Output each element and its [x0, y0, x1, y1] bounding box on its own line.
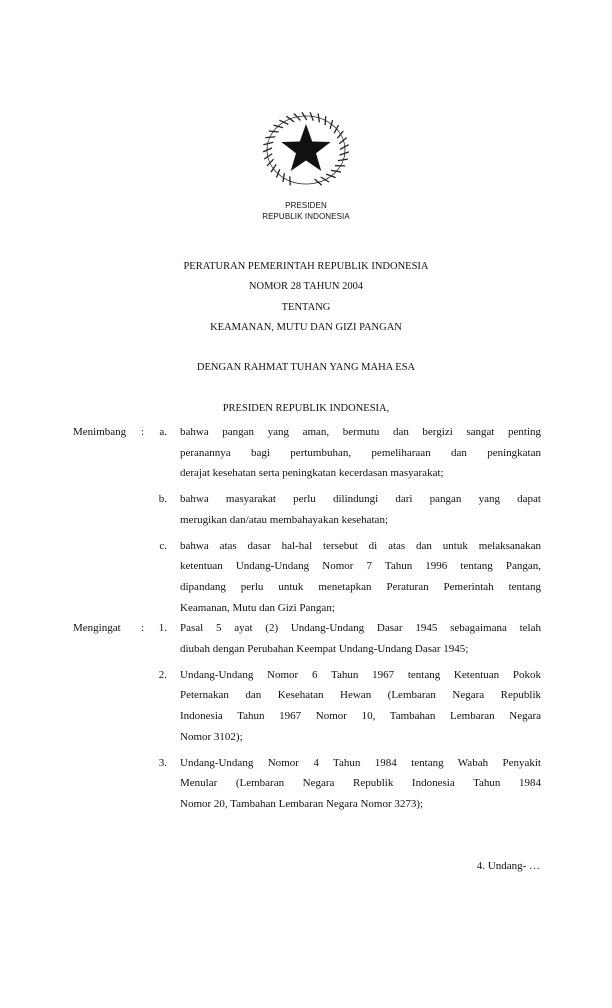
wreath-leaf [267, 159, 274, 166]
mengingat-label: Mengingat [73, 622, 121, 635]
item-text-line: ketentuan Undang-Undang Nomor 7 Tahun 1996 tentang Pangan, [180, 560, 541, 573]
title-regulation: PERATURAN PEMERINTAH REPUBLIK INDONESIA [183, 261, 429, 272]
wreath-leaf [263, 148, 272, 152]
title-about: TENTANG [281, 302, 331, 313]
item-number: 3. [158, 756, 167, 769]
wreath-leaf [263, 142, 273, 144]
item-text-line: Keamanan, Mutu dan Gizi Pangan; [180, 601, 335, 614]
item-text-line: Nomor 3102); [180, 730, 243, 743]
wreath-leaf [265, 137, 275, 138]
preamble: DENGAN RAHMAT TUHAN YANG MAHA ESA [196, 362, 416, 373]
item-text-line: bahwa pangan yang aman, bermutu dan bergizi sangat penting [180, 426, 541, 438]
item-text-line: Nomor 20, Tambahan Lembaran Negara Nomor 3273); [180, 797, 424, 810]
item-text-line: peranannya bagi pertumbuhan, pemeliharaan dan peningkatan [180, 446, 541, 459]
item-text-line: Pasal 5 ayat (2) Undang-Undang Dasar 1945 sebagaimana telah [180, 622, 541, 635]
item-number: 2. [158, 668, 167, 681]
item-text-line: dipandang perlu untuk menetapkan Peraturan Pemerintah tentang [180, 581, 541, 593]
item-text-line: merugikan dan/atau membahayakan kesehatan; [180, 513, 388, 526]
wreath-leaf [340, 152, 349, 155]
item-text-line: diubah dengan Perubahan Keempat Undang-Undang Dasar 1945; [180, 642, 469, 655]
title-subject: KEAMANAN, MUTU DAN GIZI PANGAN [210, 322, 402, 333]
title-number: NOMOR 28 TAHUN 2004 [248, 281, 364, 292]
item-number: c. [159, 539, 167, 552]
president-heading: PRESIDEN REPUBLIK INDONESIA, [222, 403, 390, 414]
item-text-line: Peternakan dan Kesehatan Hewan (Lembaran Negara Republik [180, 689, 541, 702]
page-continuation: 4. Undang- … [476, 860, 540, 872]
item-text-line: Menular (Lembaran Negara Republik Indonesia Tahun 1984 [180, 777, 541, 790]
presidential-emblem-icon [258, 108, 354, 194]
item-number: a. [159, 426, 167, 438]
item-number: 1. [158, 622, 167, 635]
item-text-line: Undang-Undang Nomor 4 Tahun 1984 tentang Wabah Penyakit [180, 756, 541, 769]
item-number: b. [158, 493, 167, 506]
item-text-line: Indonesia Tahun 1967 Nomor 10, Tambahan Lembaran Negara [180, 710, 541, 722]
item-text-line: derajat kesehatan serta peningkatan kecerdasan masyarakat; [180, 467, 444, 480]
letterhead-republic: REPUBLIK INDONESIA [262, 212, 350, 221]
menimbang-colon: : [141, 426, 145, 438]
mengingat-colon: : [141, 622, 145, 635]
item-text-line: Undang-Undang Nomor 6 Tahun 1967 tentang Ketentuan Pokok [180, 668, 541, 681]
wreath-leaf [338, 159, 348, 161]
item-text-line: bahwa masyarakat perlu dilindungi dari pangan yang dapat [180, 493, 541, 506]
menimbang-label: Menimbang [73, 426, 127, 438]
item-text-line: bahwa atas dasar hal-hal tersebut di atas dan untuk melaksanakan [180, 539, 541, 552]
letterhead-president: PRESIDEN [285, 201, 327, 210]
